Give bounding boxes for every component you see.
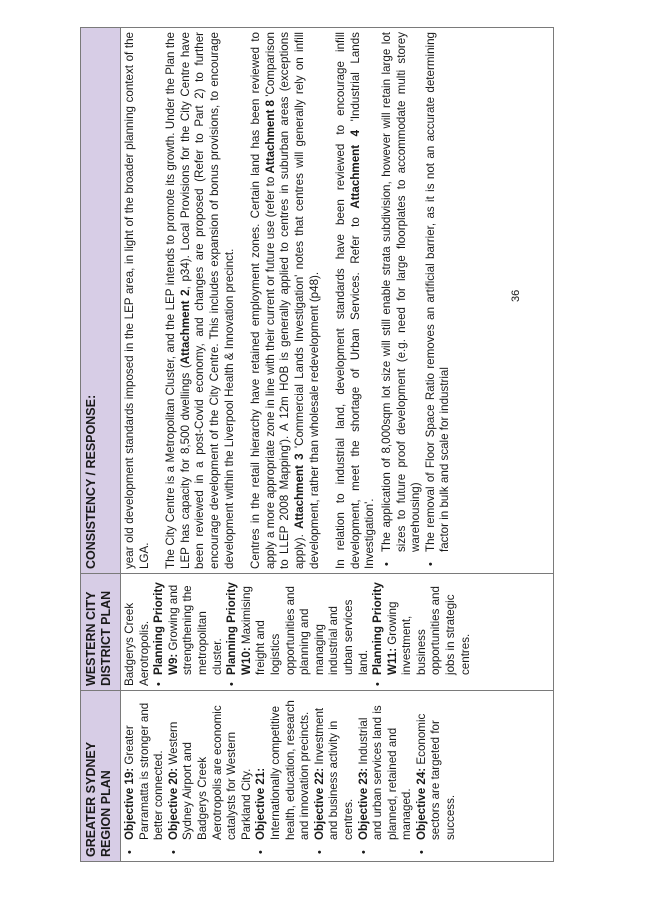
header-district-plan: WESTERN CITY DISTRICT PLAN <box>81 574 121 691</box>
objective-label: Objective 20: <box>166 767 180 840</box>
objective-text: Industrial and urban services land is planned, retained and managed. <box>356 705 414 840</box>
attachment-ref: Attachment 3 <box>292 453 306 529</box>
text-run: 'Industrial Lands Investigation'. <box>348 32 377 569</box>
response-paragraph-2 <box>164 32 237 569</box>
text-run: In relation to industrial land, development standards have been reviewed to encourage infill development, meet the shortage of Urban Services. Refer to <box>334 32 362 569</box>
list-item: • The application of 8,000sqm lot size will still enable strata subdivision, however will retain large lot sizes to future proof development (e.g. need for large floorplates to accommodate multi storey warehousing) <box>380 32 424 569</box>
response-paragraph-1: year old development standards imposed in the LEP area, in light of the broader planning context of the LGA. <box>123 32 151 569</box>
priority-label: Planning Priority W10: <box>225 582 253 675</box>
list-item <box>254 695 312 857</box>
list-item <box>225 578 371 686</box>
objective-text: Greater Parramatta is stronger and better connected. <box>123 702 166 840</box>
list-item: • The removal of Floor Space Ratio removes an artificial barrier, as it is not an accurate determining factor in bulk and scale for industrial <box>424 32 453 569</box>
text-run: , p34). Local Provisions for the City Centre have been reviewed in a post-Covid economy, and changes are proposed (Refer to Part 2) to further encourage development of the City Centre. This includes expansion of bonus provisions, to encourage development within the Liverpool Health & Innovation precinct. <box>178 32 236 569</box>
attachment-ref: Attachment 2 <box>178 289 192 365</box>
list-item <box>167 695 255 857</box>
attachment-ref: Attachment 4 <box>348 129 362 209</box>
list-item <box>313 695 357 857</box>
attachment-ref: Attachment 8 <box>263 99 277 174</box>
header-consistency: CONSISTENCY / RESPONSE: <box>81 28 121 574</box>
text-run: 'Comparison to LLEP 2008 Mapping'). A 12m HOB is generally applied to centres in suburban areas (exceptions apply). <box>263 32 306 569</box>
district-plan-cell <box>121 574 554 691</box>
objective-text: Investment and business activity in centres. <box>312 707 355 840</box>
list-item <box>123 695 167 857</box>
district-intro-text: Badgerys Creek Aerotropolis. <box>123 602 151 686</box>
list-item <box>371 578 473 686</box>
priority-label: Planning Priority W11: <box>371 582 399 675</box>
priority-text: Maximising freight and logistics opportunities and planning and managing industrial and urban services land. <box>239 586 370 675</box>
text-run: The City Centre is a Metropolitan Cluster, and the LEP intends to promote its growth. Under the Plan the LEP has capacity for 8,500 dwellings ( <box>164 32 192 569</box>
page-number: 36 <box>510 289 522 302</box>
list-item <box>357 695 415 857</box>
priority-text: Growing investment, business opportunities and jobs in strategic centres. <box>385 586 472 675</box>
district-priorities-list <box>152 578 473 686</box>
response-paragraph-4 <box>334 32 378 569</box>
priority-text: Growing and strengthening the metropolitan cluster. <box>166 584 224 675</box>
response-cell <box>121 28 554 574</box>
objective-text: Western Sydney Airport and Badgerys Creek Aerotropolis are economic catalysts for Western Parkland City. <box>166 705 253 840</box>
objective-text: Internationally competitive health, education, research and innovation precincts. <box>268 700 312 840</box>
region-plan-cell <box>121 691 554 862</box>
priority-label: Planning Priority W9: <box>152 582 180 675</box>
table-row <box>121 28 554 862</box>
objective-label: Objective 24: <box>414 767 428 840</box>
text-run: 'Commercial Lands Investigation' notes that centres will generally rely on infill development, rather than wholesale redevelopment (p48). <box>292 32 321 569</box>
consistency-table <box>80 27 554 862</box>
text-run: Centres in the retail hierarchy have retained employment zones. Certain land has been reviewed to apply a more appropriate zone in line with their current or future use (refer to <box>249 32 277 569</box>
list-item <box>415 695 459 857</box>
header-region-plan: GREATER SYDNEY REGION PLAN <box>81 691 121 862</box>
response-paragraph-3 <box>249 32 322 569</box>
objective-text: Economic sectors are targeted for success. <box>414 713 458 840</box>
region-objectives-list <box>123 695 459 857</box>
objective-label: Objective 23: <box>356 767 370 840</box>
objective-label: Objective 22: <box>312 767 326 840</box>
list-item <box>152 578 225 686</box>
objective-label: Objective 21: <box>254 767 268 840</box>
objective-label: Objective 19: <box>123 767 136 840</box>
rotated-page <box>80 27 552 862</box>
response-bullets <box>380 32 453 569</box>
table-header-row <box>81 28 121 862</box>
